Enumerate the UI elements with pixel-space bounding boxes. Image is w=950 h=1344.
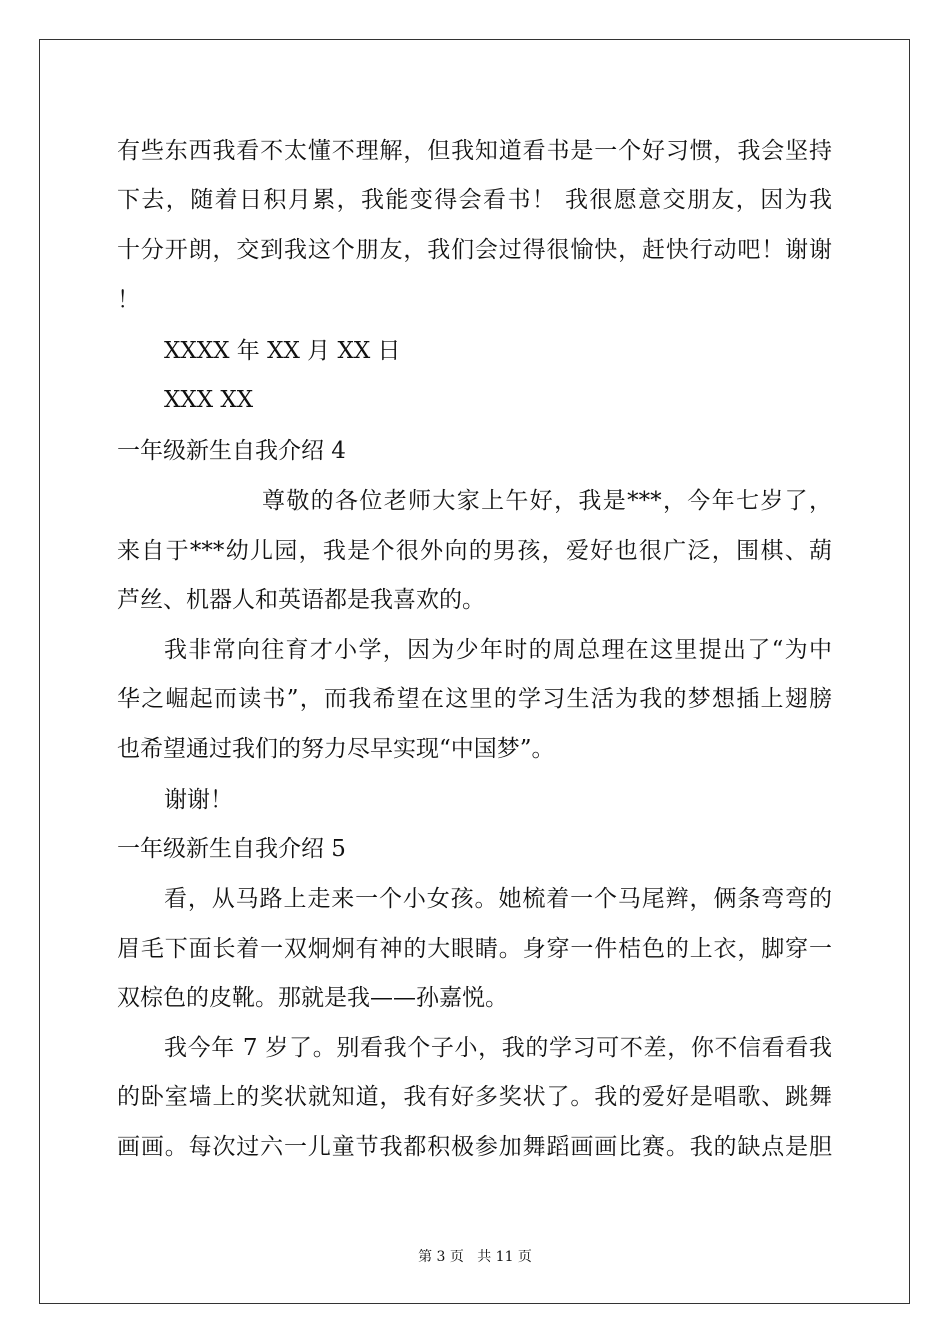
page-border: [39, 39, 910, 1304]
paragraph-line: 画画。每次过六一儿童节我都积极参加舞蹈画画比赛。我的缺点是胆: [117, 1134, 832, 1160]
thanks-line: 谢谢！: [164, 787, 233, 813]
page-number-footer: 第 3 页 共 11 页: [418, 1249, 532, 1265]
section-heading: 一年级新生自我介绍 5: [117, 836, 346, 862]
paragraph-line: 眉毛下面长着一双炯炯有神的大眼睛。身穿一件桔色的上衣，脚穿一: [117, 936, 832, 962]
paragraph-line: 芦丝、机器人和英语都是我喜欢的。: [117, 587, 485, 613]
date-line: XXXX 年 XX 月 XX 日: [164, 338, 401, 364]
signature-line: XXX XX: [164, 387, 254, 413]
paragraph-line: 下去，随着日积月累，我能变得会看书！ 我很愿意交朋友，因为我: [117, 187, 832, 213]
paragraph-line: 看，从马路上走来一个小女孩。她梳着一个马尾辫，俩条弯弯的: [164, 886, 832, 912]
paragraph-line: 我非常向往育才小学，因为少年时的周总理在这里提出了“为中: [164, 637, 832, 663]
section-heading: 一年级新生自我介绍 4: [117, 438, 346, 464]
paragraph-line: 来自于***幼儿园，我是个很外向的男孩，爱好也很广泛，围棋、葫: [117, 538, 832, 564]
paragraph-line: 尊敬的各位老师大家上午好，我是***，今年七岁了，: [262, 488, 832, 514]
paragraph-line: 也希望通过我们的努力尽早实现“中国梦”。: [117, 736, 555, 762]
paragraph-line: 我今年 7 岁了。别看我个子小，我的学习可不差，你不信看看我: [164, 1035, 832, 1061]
paragraph-line: 的卧室墙上的奖状就知道，我有好多奖状了。我的爱好是唱歌、跳舞: [117, 1084, 832, 1110]
paragraph-line: 十分开朗，交到我这个朋友，我们会过得很愉快，赶快行动吧！谢谢: [117, 237, 832, 263]
paragraph-line: 华之崛起而读书”，而我希望在这里的学习生活为我的梦想插上翅膀: [117, 686, 832, 712]
paragraph-line: 有些东西我看不太懂不理解，但我知道看书是一个好习惯，我会坚持: [117, 138, 832, 164]
paragraph-line: 双棕色的皮靴。那就是我——孙嘉悦。: [117, 985, 508, 1011]
paragraph-line: ！: [117, 287, 140, 313]
